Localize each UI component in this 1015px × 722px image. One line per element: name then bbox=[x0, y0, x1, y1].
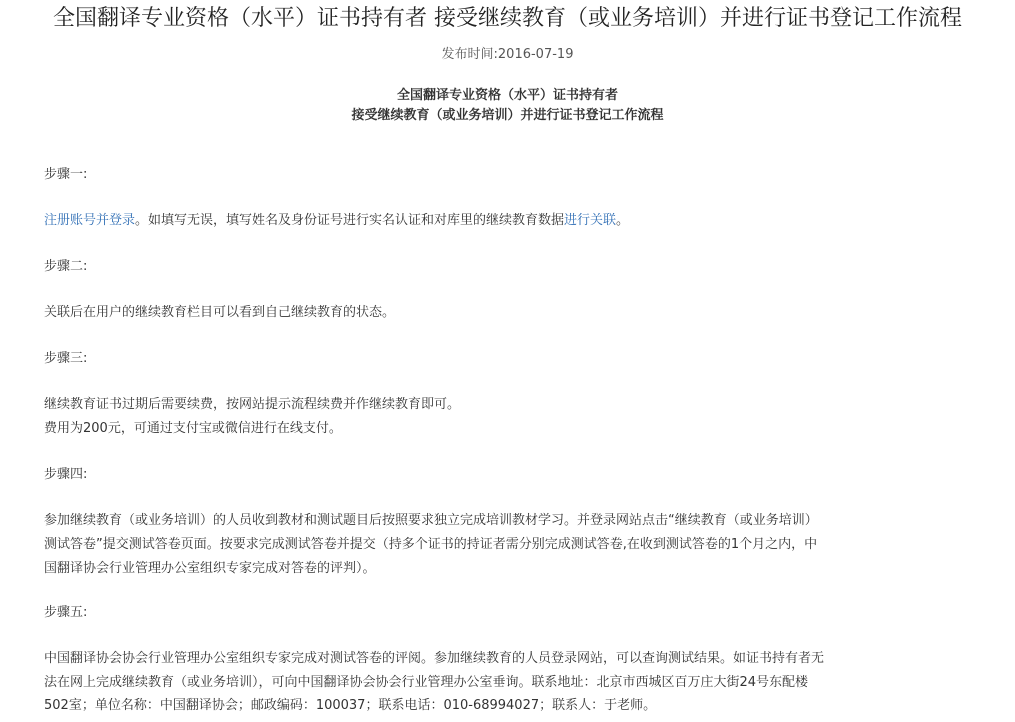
step3-text-line2: 费用为200元，可通过支付宝或微信进行在线支付。 bbox=[44, 421, 342, 436]
step4-text-line1: 参加继续教育（或业务培训）的人员收到教材和测试题目后按照要求独立完成培训教材学习。并登录网站点击“继续教育（或业务培训） bbox=[44, 513, 818, 528]
step1-text-part2: 。 bbox=[616, 213, 630, 228]
step5-text-line1: 中国翻译协会协会行业管理办公室组织专家完成对测试答卷的评阅。参加继续教育的人员登录网站，可以查询测试结果。如证书持有者无 bbox=[44, 651, 825, 666]
step1-heading: 步骤一: bbox=[44, 167, 88, 182]
step1-text bbox=[44, 210, 904, 232]
step5-text-line3: 502室；单位名称：中国翻译协会；邮政编码：100037；联系电话：010-68994027；联系人：于老师。 bbox=[44, 698, 657, 713]
step2-heading: 步骤二: bbox=[44, 259, 88, 274]
step2-text: 关联后在用户的继续教育栏目可以看到自己继续教育的状态。 bbox=[44, 305, 396, 320]
publish-date: 发布时间:2016-07-19 bbox=[441, 47, 574, 62]
step4-heading: 步骤四: bbox=[44, 467, 88, 482]
page-title: 全国翻译专业资格（水平）证书持有者 接受继续教育（或业务培训）并进行证书登记工作流程 bbox=[53, 6, 962, 31]
step4-text-line2: 测试答卷”提交测试答卷页面。按要求完成测试答卷并提交（持多个证书的持证者需分别完成测试答卷,在收到测试答卷的1个月之内，中 bbox=[44, 537, 818, 552]
step4-text-line3: 国翻译协会行业管理办公室组织专家完成对答卷的评判）。 bbox=[44, 561, 376, 576]
associate-link[interactable]: 进行关联 bbox=[564, 213, 617, 228]
step5-text-line2: 法在网上完成继续教育（或业务培训），可向中国翻译协会协会行业管理办公室垂询。联系地址：北京市西城区百万庄大街24号东配楼 bbox=[44, 675, 809, 690]
step1-text-part1: 。如填写无误，填写姓名及身份证号进行实名认证和对库里的继续教育数据 bbox=[135, 213, 565, 228]
subtitle-line-1: 全国翻译专业资格（水平）证书持有者 bbox=[396, 88, 618, 103]
step5-heading: 步骤五: bbox=[44, 605, 88, 620]
step3-heading: 步骤三: bbox=[44, 351, 88, 366]
step3-text-line1: 继续教育证书过期后需要续费，按网站提示流程续费并作继续教育即可。 bbox=[44, 397, 461, 412]
subtitle-line-2: 接受继续教育（或业务培训）并进行证书登记工作流程 bbox=[351, 108, 664, 123]
register-login-link[interactable]: 注册账号并登录 bbox=[44, 213, 136, 228]
